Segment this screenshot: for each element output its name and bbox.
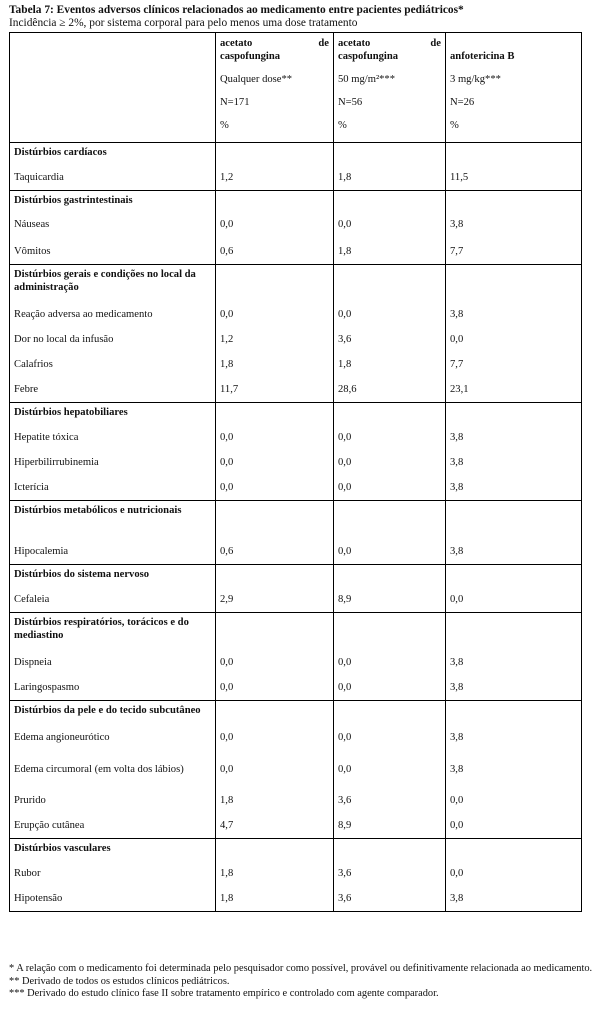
category-row <box>10 191 582 208</box>
category-empty-cell <box>446 265 582 295</box>
header-col-caspofungina-50 <box>334 33 446 143</box>
value-cell: 11,5 <box>446 159 582 191</box>
category-label: Distúrbios hepatobiliares <box>10 403 216 420</box>
table-row <box>10 294 582 321</box>
value-cell: 0,0 <box>216 419 334 444</box>
category-label: Distúrbios do sistema nervoso <box>10 565 216 582</box>
footnote: * A relação com o medicamento foi determinada pelo pesquisador como possível, provável ou definitivamente relacionada ao medicamento. <box>9 963 593 974</box>
value-cell: 0,0 <box>334 294 446 321</box>
category-label: Distúrbios gerais e condições no local da administração <box>10 265 216 295</box>
value-cell: 0,0 <box>216 444 334 469</box>
col-n: N=26 <box>450 97 475 108</box>
row-label: Náuseas <box>10 207 216 231</box>
value-cell: 3,8 <box>446 744 582 776</box>
table-row <box>10 321 582 346</box>
category-row <box>10 613 582 643</box>
category-label: Distúrbios gastrintestinais <box>10 191 216 208</box>
table-row <box>10 855 582 880</box>
value-cell: 3,8 <box>446 717 582 744</box>
category-label: Distúrbios respiratórios, torácicos e do mediastino <box>10 613 216 643</box>
value-cell: 3,8 <box>446 294 582 321</box>
category-empty-cell <box>216 613 334 643</box>
col-unit: % <box>450 120 459 131</box>
value-cell: 0,0 <box>216 669 334 701</box>
header-col-caspofungina-any <box>216 33 334 143</box>
category-row <box>10 839 582 856</box>
value-cell: 0,0 <box>446 581 582 613</box>
value-cell: 8,9 <box>334 581 446 613</box>
table-row <box>10 744 582 776</box>
col-name-c: caspofungina <box>220 51 281 62</box>
value-cell: 0,0 <box>334 517 446 565</box>
col-n: N=171 <box>220 97 250 108</box>
value-cell: 23,1 <box>446 371 582 403</box>
value-cell: 3,6 <box>334 855 446 880</box>
category-row <box>10 403 582 420</box>
category-empty-cell <box>334 565 446 582</box>
table-row <box>10 371 582 403</box>
value-cell: 0,0 <box>446 855 582 880</box>
table-row <box>10 717 582 744</box>
value-cell: 3,6 <box>334 880 446 912</box>
adverse-events-table <box>9 32 582 912</box>
value-cell: 0,0 <box>216 294 334 321</box>
row-label: Laringospasmo <box>10 669 216 701</box>
category-row <box>10 565 582 582</box>
value-cell: 3,6 <box>334 776 446 807</box>
value-cell: 0,0 <box>334 207 446 231</box>
category-empty-cell <box>446 191 582 208</box>
value-cell: 0,0 <box>334 669 446 701</box>
category-label: Distúrbios cardíacos <box>10 143 216 160</box>
value-cell: 3,8 <box>446 419 582 444</box>
table-row <box>10 880 582 912</box>
category-empty-cell <box>334 613 446 643</box>
table-row <box>10 231 582 265</box>
table-row <box>10 419 582 444</box>
col-dose: Qualquer dose** <box>220 74 293 85</box>
table-row <box>10 669 582 701</box>
category-empty-cell <box>216 143 334 160</box>
category-empty-cell <box>334 403 446 420</box>
category-label: Distúrbios vasculares <box>10 839 216 856</box>
category-empty-cell <box>334 501 446 518</box>
category-row <box>10 265 582 295</box>
col-unit: % <box>338 120 347 131</box>
row-label: Icterícia <box>10 469 216 501</box>
footnote: ** Derivado de todos os estudos clínicos pediátricos. <box>9 975 230 987</box>
col-name-a: acetato <box>338 38 371 49</box>
category-empty-cell <box>216 265 334 295</box>
category-empty-cell <box>446 565 582 582</box>
value-cell: 3,6 <box>334 321 446 346</box>
value-cell: 7,7 <box>446 346 582 371</box>
category-empty-cell <box>334 701 446 718</box>
value-cell: 0,0 <box>334 642 446 669</box>
header-row <box>10 33 582 143</box>
value-cell: 3,8 <box>446 469 582 501</box>
col-dose: 3 mg/kg*** <box>450 74 501 85</box>
value-cell: 8,9 <box>334 807 446 839</box>
header-col-anfotericina <box>446 33 582 143</box>
category-empty-cell <box>446 701 582 718</box>
col-dose: 50 mg/m²*** <box>338 74 396 85</box>
category-empty-cell <box>216 839 334 856</box>
value-cell: 0,0 <box>216 744 334 776</box>
category-empty-cell <box>334 143 446 160</box>
value-cell: 3,8 <box>446 669 582 701</box>
value-cell: 3,8 <box>446 880 582 912</box>
category-empty-cell <box>446 143 582 160</box>
value-cell: 0,0 <box>216 642 334 669</box>
value-cell: 1,8 <box>216 346 334 371</box>
value-cell: 1,8 <box>216 855 334 880</box>
row-label: Erupção cutânea <box>10 807 216 839</box>
row-label: Hipotensão <box>10 880 216 912</box>
table-row <box>10 346 582 371</box>
category-row <box>10 501 582 518</box>
col-name-a: acetato <box>220 38 253 49</box>
col-name-b: de <box>430 38 441 49</box>
col-name-a: anfotericina B <box>450 51 515 62</box>
footnotes <box>9 963 601 1001</box>
value-cell: 2,9 <box>216 581 334 613</box>
row-label: Reação adversa ao medicamento <box>10 294 216 321</box>
value-cell: 4,7 <box>216 807 334 839</box>
footnote: *** Derivado do estudo clínico fase II sobre tratamento empírico e controlado com agente comparador. <box>9 988 439 999</box>
value-cell: 0,0 <box>334 744 446 776</box>
value-cell: 0,6 <box>216 231 334 265</box>
category-row <box>10 701 582 718</box>
row-label: Hepatite tóxica <box>10 419 216 444</box>
row-label: Prurido <box>10 776 216 807</box>
table-title: Tabela 7: Eventos adversos clínicos relacionados ao medicamento entre pacientes pediátricos* <box>9 4 464 16</box>
table-row <box>10 517 582 565</box>
row-label: Calafrios <box>10 346 216 371</box>
category-empty-cell <box>334 839 446 856</box>
value-cell: 1,8 <box>334 346 446 371</box>
value-cell: 0,0 <box>446 776 582 807</box>
value-cell: 1,8 <box>216 776 334 807</box>
row-label: Hiperbilirrubinemia <box>10 444 216 469</box>
value-cell: 0,6 <box>216 517 334 565</box>
col-name-c: caspofungina <box>338 51 399 62</box>
value-cell: 3,8 <box>446 517 582 565</box>
row-label: Taquicardia <box>10 159 216 191</box>
table-row <box>10 776 582 807</box>
row-label: Edema circumoral (em volta dos lábios) <box>10 744 216 776</box>
row-label: Cefaleia <box>10 581 216 613</box>
value-cell: 3,8 <box>446 207 582 231</box>
row-label: Hipocalemia <box>10 517 216 565</box>
category-row <box>10 143 582 160</box>
value-cell: 3,8 <box>446 444 582 469</box>
row-label: Dor no local da infusão <box>10 321 216 346</box>
value-cell: 1,8 <box>334 231 446 265</box>
value-cell: 1,8 <box>216 880 334 912</box>
category-empty-cell <box>446 613 582 643</box>
value-cell: 28,6 <box>334 371 446 403</box>
row-label: Dispneia <box>10 642 216 669</box>
category-empty-cell <box>216 701 334 718</box>
table-row <box>10 444 582 469</box>
table-row <box>10 642 582 669</box>
value-cell: 0,0 <box>334 469 446 501</box>
table-row <box>10 159 582 191</box>
table-row <box>10 807 582 839</box>
category-empty-cell <box>216 501 334 518</box>
col-name-b: de <box>318 38 329 49</box>
col-n: N=56 <box>338 97 363 108</box>
category-label: Distúrbios da pele e do tecido subcutâneo <box>10 701 216 718</box>
category-label: Distúrbios metabólicos e nutricionais <box>10 501 216 518</box>
table-row <box>10 469 582 501</box>
value-cell: 0,0 <box>216 207 334 231</box>
value-cell: 0,0 <box>216 717 334 744</box>
value-cell: 0,0 <box>334 419 446 444</box>
value-cell: 0,0 <box>334 717 446 744</box>
value-cell: 3,8 <box>446 642 582 669</box>
table-row <box>10 581 582 613</box>
value-cell: 7,7 <box>446 231 582 265</box>
row-label: Febre <box>10 371 216 403</box>
category-empty-cell <box>216 565 334 582</box>
category-empty-cell <box>216 191 334 208</box>
col-unit: % <box>220 120 229 131</box>
category-empty-cell <box>216 403 334 420</box>
category-empty-cell <box>446 403 582 420</box>
row-label: Edema angioneurótico <box>10 717 216 744</box>
value-cell: 0,0 <box>446 807 582 839</box>
row-label: Rubor <box>10 855 216 880</box>
category-empty-cell <box>446 501 582 518</box>
category-empty-cell <box>334 265 446 295</box>
value-cell: 0,0 <box>446 321 582 346</box>
value-cell: 0,0 <box>334 444 446 469</box>
category-empty-cell <box>334 191 446 208</box>
value-cell: 0,0 <box>216 469 334 501</box>
header-empty-cell <box>10 33 216 143</box>
row-label: Vômitos <box>10 231 216 265</box>
table-subtitle: Incidência ≥ 2%, por sistema corporal para pelo menos uma dose tratamento <box>9 17 358 29</box>
value-cell: 1,2 <box>216 321 334 346</box>
value-cell: 11,7 <box>216 371 334 403</box>
value-cell: 1,2 <box>216 159 334 191</box>
category-empty-cell <box>446 839 582 856</box>
value-cell: 1,8 <box>334 159 446 191</box>
table-row <box>10 207 582 231</box>
